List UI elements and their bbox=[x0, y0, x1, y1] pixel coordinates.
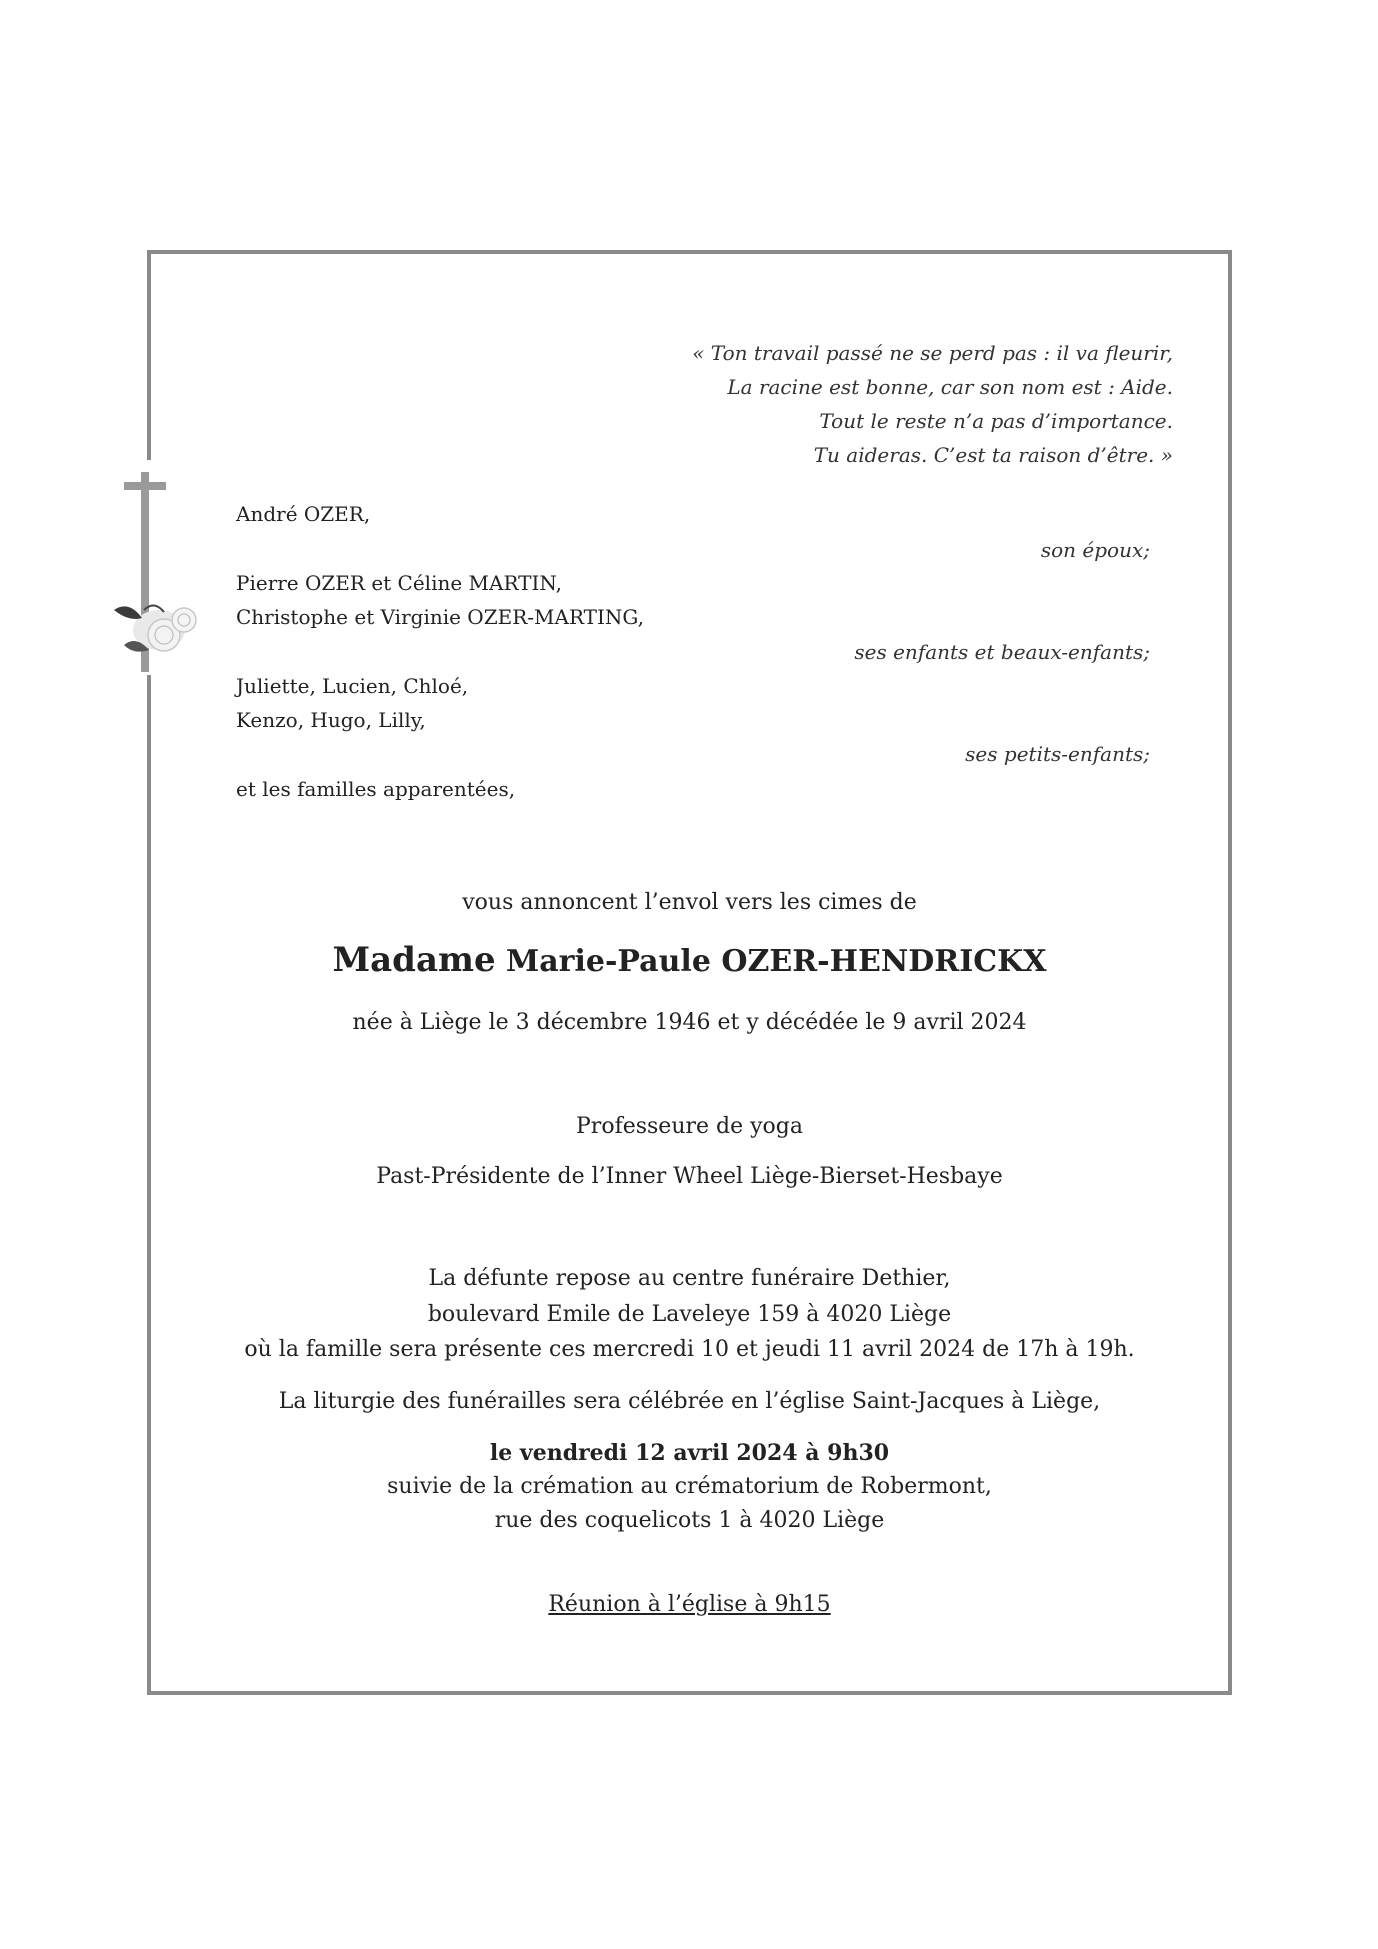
spouse-name: André OZER, bbox=[236, 502, 371, 526]
meeting-note: Réunion à l’église à 9h15 bbox=[548, 1592, 831, 1617]
grandchildren-line: Kenzo, Hugo, Lilly, bbox=[236, 708, 426, 732]
visitation-line: où la famille sera présente ces mercredi 10 et jeudi 11 avril 2024 de 17h à 19h. bbox=[244, 1337, 1135, 1362]
visitation-line: boulevard Emile de Laveleye 159 à 4020 Liège bbox=[427, 1302, 952, 1327]
honorific: Madame bbox=[332, 940, 496, 980]
role-line: Past-Présidente de l’Inner Wheel Liège-Bierset-Hesbaye bbox=[376, 1164, 1003, 1189]
cremation-line: suivie de la crémation au crématorium de Robermont, bbox=[387, 1474, 992, 1499]
child-line: Christophe et Virginie OZER-MARTING, bbox=[236, 605, 645, 629]
full-name: Marie-Paule OZER-HENDRICKX bbox=[506, 944, 1047, 979]
spouse-role: son époux; bbox=[1040, 538, 1150, 562]
grandchildren-line: Juliette, Lucien, Chloé, bbox=[236, 674, 469, 698]
cremation-line: rue des coquelicots 1 à 4020 Liège bbox=[494, 1508, 885, 1533]
visitation-line: La défunte repose au centre funéraire Dethier, bbox=[428, 1266, 951, 1291]
quote-line: Tu aideras. C’est ta raison d’être. » bbox=[813, 443, 1173, 467]
birth-death-line: née à Liège le 3 décembre 1946 et y décédée le 9 avril 2024 bbox=[352, 1010, 1027, 1035]
quote-line: La racine est bonne, car son nom est : Aide. bbox=[727, 375, 1173, 399]
children-role: ses enfants et beaux-enfants; bbox=[854, 640, 1150, 664]
child-line: Pierre OZER et Céline MARTIN, bbox=[236, 571, 562, 595]
relatives-line: et les familles apparentées, bbox=[236, 777, 516, 801]
funeral-intro: La liturgie des funérailles sera célébrée en l’église Saint-Jacques à Liège, bbox=[278, 1389, 1101, 1414]
quote-line: « Ton travail passé ne se perd pas : il va fleurir, bbox=[692, 341, 1173, 365]
epigraph-quote bbox=[692, 336, 1173, 472]
cross-with-roses-emblem bbox=[104, 460, 214, 675]
announcement-intro: vous annoncent l’envol vers les cimes de bbox=[462, 890, 917, 915]
role-line: Professeure de yoga bbox=[576, 1114, 803, 1139]
quote-line: Tout le reste n’a pas d’importance. bbox=[819, 409, 1173, 433]
grandchildren-role: ses petits-enfants; bbox=[965, 742, 1150, 766]
funeral-datetime: le vendredi 12 avril 2024 à 9h30 bbox=[489, 1440, 890, 1466]
deceased-name bbox=[147, 940, 1232, 980]
